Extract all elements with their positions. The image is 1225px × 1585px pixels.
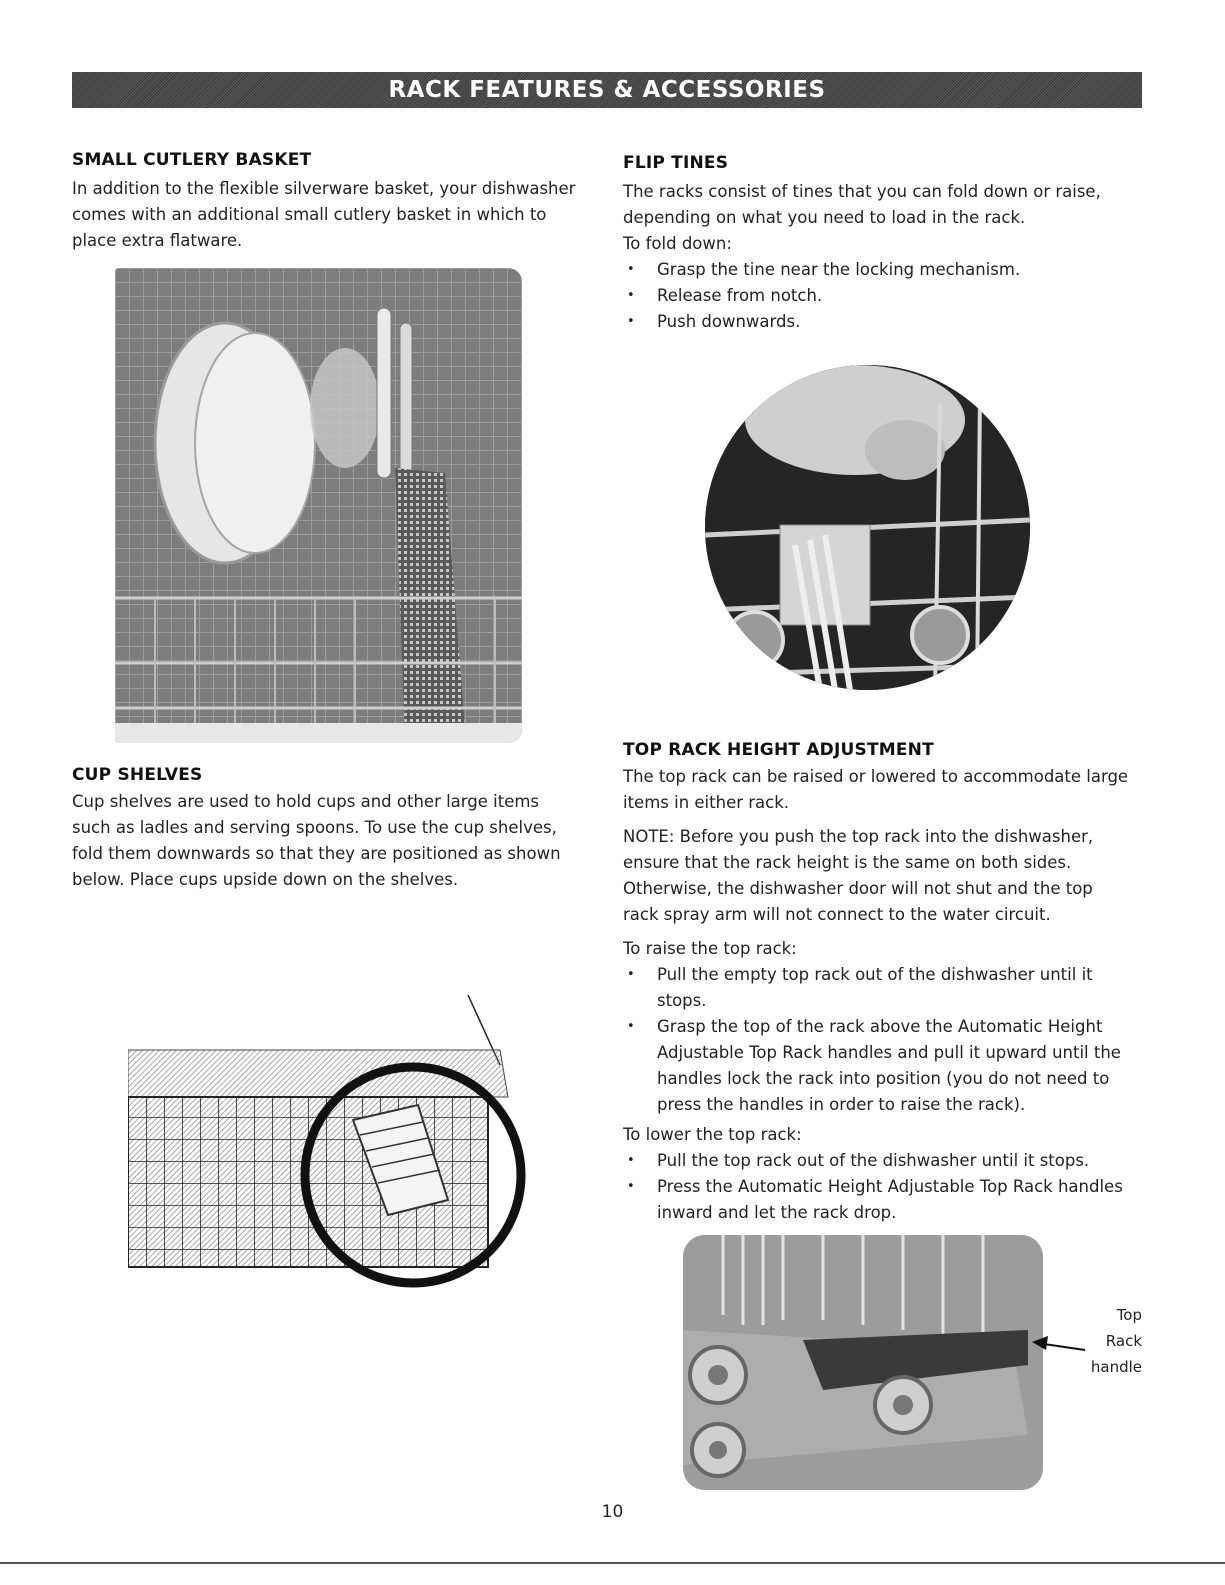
list-item: • Release from notch.: [623, 283, 1163, 309]
list-item: • Grasp the top of the rack above the Automatic Height Adjustable Top Rack handles and pull it upward until the handles lock the rack into position (you do not need to press the handles in order to raise the rack).: [623, 1014, 1147, 1118]
top-rack-note: NOTE: Before you push the top rack into the dishwasher, ensure that the rack height is the same on both sides. Otherwise, the dishwasher door will not shut and the top rack spray arm will not connect to the water circuit.: [623, 827, 1094, 924]
top-rack-body: The top rack can be raised or lowered to accommodate large items in either rack.: [623, 767, 1129, 812]
small-cutlery-body: In addition to the flexible silverware basket, your dishwasher comes with an additional small cutlery basket in which to place extra flatware.: [72, 179, 576, 250]
list-item: • Pull the empty top rack out of the dishwasher until it stops.: [623, 962, 1137, 1014]
list-item: • Pull the top rack out of the dishwasher until it stops.: [623, 1148, 1163, 1174]
lower-steps: [623, 1148, 1163, 1226]
lower-subheading: To lower the top rack:: [623, 1125, 802, 1144]
top-rack-heading: TOP RACK HEIGHT ADJUSTMENT: [623, 740, 934, 760]
banner-title: RACK FEATURES & ACCESSORIES: [388, 77, 826, 103]
small-cutlery-section: [72, 150, 592, 254]
flip-tines-body: The racks consist of tines that you can fold down or raise, depending on what you need to load in the rack.: [623, 182, 1101, 227]
top-rack-section: [623, 740, 1163, 1226]
cup-shelves-section: [72, 765, 592, 893]
raise-subheading: To raise the top rack:: [623, 939, 797, 958]
list-item: • Push downwards.: [623, 309, 1163, 335]
caption-line: Rack: [1105, 1332, 1142, 1350]
cup-shelves-body: Cup shelves are used to hold cups and other large items such as ladles and serving spoons. To use the cup shelves, fold them downwards so that they are positioned as shown below. Place cups upside down on the shelves.: [72, 792, 561, 889]
flip-tines-photo: [705, 365, 1030, 690]
caption-line: Top: [1116, 1306, 1142, 1324]
cutlery-basket-photo: [115, 268, 522, 743]
small-cutlery-heading: SMALL CUTLERY BASKET: [72, 150, 312, 170]
section-banner: [72, 72, 1142, 108]
footer-divider: [0, 1562, 1225, 1564]
flip-tines-steps: [623, 257, 1163, 335]
page-number: 10: [601, 1502, 624, 1522]
caption-line: handle: [1090, 1358, 1142, 1376]
top-rack-handle-caption: [1075, 1302, 1142, 1380]
flip-tines-heading: FLIP TINES: [623, 153, 729, 173]
cup-shelves-heading: CUP SHELVES: [72, 765, 203, 785]
list-item: • Grasp the tine near the locking mechanism.: [623, 257, 1163, 283]
cup-shelf-illustration: [128, 985, 568, 1305]
flip-tines-subheading: To fold down:: [623, 234, 732, 253]
flip-tines-section: [623, 153, 1163, 335]
top-rack-handle-photo: [683, 1235, 1043, 1490]
list-item: • Press the Automatic Height Adjustable Top Rack handles inward and let the rack drop.: [623, 1174, 1147, 1226]
raise-steps: [623, 962, 1163, 1118]
